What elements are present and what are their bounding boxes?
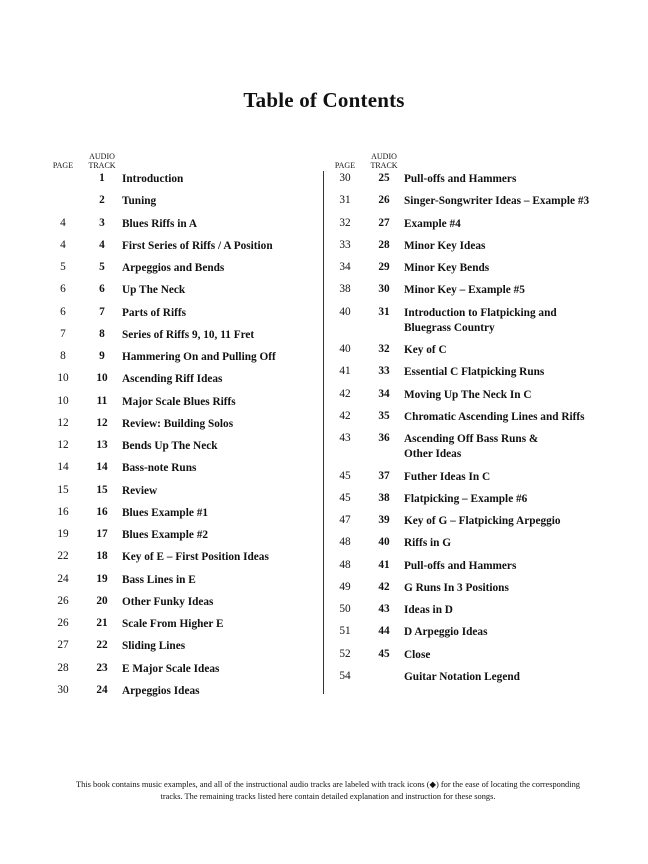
track-number: 17 xyxy=(96,528,108,540)
page-number: 32 xyxy=(339,216,351,229)
toc-entry xyxy=(330,534,620,556)
track-number: 13 xyxy=(96,439,108,451)
page-number: 10 xyxy=(57,394,69,407)
page-number: 10 xyxy=(57,372,69,385)
page-number: 22 xyxy=(57,550,69,563)
toc-entry xyxy=(330,579,620,601)
toc-entry xyxy=(48,437,316,459)
track-number: 19 xyxy=(96,572,108,585)
toc-entry xyxy=(330,557,620,579)
track-number: 37 xyxy=(378,469,390,482)
toc-entry xyxy=(48,504,316,526)
entry-title: Major Scale Blues Riffs xyxy=(122,395,236,408)
page-number: 12 xyxy=(57,439,69,451)
page-number: 6 xyxy=(60,283,66,296)
track-number: 27 xyxy=(378,216,390,229)
entry-title: Tuning xyxy=(122,195,157,208)
track-number: 2 xyxy=(99,194,105,207)
page-number: 6 xyxy=(60,305,66,318)
entry-title: Arpeggios and Bends xyxy=(122,262,225,274)
toc-entry xyxy=(330,170,620,192)
entry-title: Sliding Lines xyxy=(122,640,186,653)
entry-title: Futher Ideas In C xyxy=(404,470,491,483)
entry-title: Review: Building Solos xyxy=(122,417,234,430)
toc-entry xyxy=(330,281,620,303)
page-number: 48 xyxy=(339,558,351,571)
audio-track-header: AUDIO TRACK xyxy=(370,152,398,170)
page-number: 24 xyxy=(57,572,69,585)
track-number: 22 xyxy=(96,639,108,652)
toc-entry xyxy=(48,370,316,392)
track-number: 45 xyxy=(378,647,390,660)
page-number: 8 xyxy=(60,350,66,362)
toc-entry xyxy=(48,682,316,704)
page-number: 12 xyxy=(57,416,69,429)
entry-title: Review xyxy=(122,484,158,497)
toc-entry xyxy=(48,571,316,593)
entry-title: Ascending Off Bass Runs & Other Ideas xyxy=(404,433,539,460)
entry-title: Key of G – Flatpicking Arpeggio xyxy=(404,515,561,527)
entry-title: Series of Riffs 9, 10, 11 Fret xyxy=(122,328,255,341)
track-number: 10 xyxy=(96,372,108,385)
page-number: 26 xyxy=(57,617,69,629)
track-number: 29 xyxy=(378,261,390,273)
entry-title: Chromatic Ascending Lines and Riffs xyxy=(404,410,585,423)
track-number: 44 xyxy=(378,625,390,638)
track-number: 23 xyxy=(96,661,108,674)
entry-title: Introduction to Flatpicking and Bluegrass Country xyxy=(404,306,557,334)
track-number: 15 xyxy=(96,483,108,496)
entry-title: Parts of Riffs xyxy=(122,306,186,319)
toc-entry xyxy=(330,430,620,468)
entry-title: Blues Example #2 xyxy=(122,529,208,541)
track-number: 39 xyxy=(378,514,390,526)
toc-left-column xyxy=(48,140,316,704)
entry-title: Arpeggios Ideas xyxy=(122,684,200,697)
track-number: 30 xyxy=(378,283,390,296)
entry-title: E Major Scale Ideas xyxy=(122,662,220,675)
entry-title: Minor Key – Example #5 xyxy=(404,284,525,297)
entry-title: Guitar Notation Legend xyxy=(404,670,520,683)
entry-title: Ascending Riff Ideas xyxy=(122,373,223,386)
toc-list xyxy=(330,170,620,690)
entry-title: Bends Up The Neck xyxy=(122,440,218,452)
toc-entry xyxy=(330,341,620,363)
page-number: 50 xyxy=(339,603,351,615)
toc-entry xyxy=(48,615,316,637)
toc-entry xyxy=(48,393,316,415)
entry-title: Flatpicking – Example #6 xyxy=(404,492,528,505)
track-number: 41 xyxy=(378,558,390,571)
page-number: 42 xyxy=(339,387,351,400)
toc-entry xyxy=(330,623,620,645)
track-number: 20 xyxy=(96,594,108,607)
track-number: 16 xyxy=(96,505,108,518)
entry-title: Other Funky Ideas xyxy=(122,595,214,608)
page-number: 40 xyxy=(339,305,351,318)
toc-entry xyxy=(330,237,620,259)
toc-entry xyxy=(330,408,620,430)
track-number: 24 xyxy=(96,683,108,696)
page-header: PAGE xyxy=(52,161,74,170)
entry-title: Blues Example #1 xyxy=(122,506,208,519)
toc-entry xyxy=(48,348,316,370)
entry-title: First Series of Riffs / A Position xyxy=(122,239,273,252)
toc-entry xyxy=(48,326,316,348)
entry-title: Pull-offs and Hammers xyxy=(404,173,517,185)
track-number: 25 xyxy=(378,172,390,184)
track-number: 3 xyxy=(99,216,105,229)
toc-entry xyxy=(330,304,620,342)
toc-entry xyxy=(48,281,316,303)
entry-title: D Arpeggio Ideas xyxy=(404,626,488,639)
page-number: 30 xyxy=(339,172,351,184)
toc-entry xyxy=(48,259,316,281)
entry-title: Moving Up The Neck In C xyxy=(404,388,532,401)
toc-entry xyxy=(330,215,620,237)
column-header xyxy=(48,140,316,170)
track-number: 21 xyxy=(96,617,108,629)
track-number: 40 xyxy=(378,536,390,549)
track-number: 1 xyxy=(99,172,105,184)
column-header xyxy=(330,140,620,170)
page-number: 28 xyxy=(57,661,69,674)
toc-entry xyxy=(330,468,620,490)
page-number: 26 xyxy=(57,594,69,607)
footnote: This book contains music examples, and all of the instructional audio tracks are labeled with track icons (◆) for the ease of locating the corresponding tracks. The remaining tracks listed here contain detailed explanation and instruction for these songs. xyxy=(76,780,580,801)
toc-entry xyxy=(48,526,316,548)
toc-entry xyxy=(330,512,620,534)
page-number: 51 xyxy=(339,625,351,638)
audio-track-header: AUDIO TRACK xyxy=(88,152,116,170)
toc-entry xyxy=(48,415,316,437)
entry-title: Blues Riffs in A xyxy=(122,217,198,230)
toc-entry xyxy=(330,668,620,690)
entry-title: Close xyxy=(404,648,431,661)
toc-entry xyxy=(48,170,316,192)
page-number: 16 xyxy=(57,505,69,518)
entry-title: Bass Lines in E xyxy=(122,573,196,586)
page-number: 47 xyxy=(339,514,351,526)
page-number: 27 xyxy=(57,639,69,652)
toc-entry xyxy=(48,593,316,615)
track-number: 12 xyxy=(96,416,108,429)
entry-title: Introduction xyxy=(122,173,184,185)
toc-entry xyxy=(330,259,620,281)
page-number: 14 xyxy=(57,461,69,474)
toc-entry xyxy=(48,192,316,214)
track-number: 7 xyxy=(99,305,105,318)
entry-title: Minor Key Bends xyxy=(404,262,490,274)
toc-entry xyxy=(48,459,316,481)
track-number: 35 xyxy=(378,409,390,422)
page-number: 48 xyxy=(339,536,351,549)
entry-title: Key of C xyxy=(404,344,447,356)
toc-entry xyxy=(330,363,620,385)
track-number: 38 xyxy=(378,491,390,504)
page-number: 42 xyxy=(339,409,351,422)
toc-right-column xyxy=(330,140,620,690)
page-header: PAGE xyxy=(334,161,356,170)
page-number: 15 xyxy=(57,483,69,496)
track-number: 43 xyxy=(378,603,390,615)
track-number: 32 xyxy=(378,343,390,355)
track-number: 34 xyxy=(378,387,390,400)
entry-title: Ideas in D xyxy=(404,604,453,616)
toc-entry xyxy=(48,237,316,259)
track-number: 5 xyxy=(99,261,105,273)
track-number: 14 xyxy=(96,461,108,474)
entry-title: Pull-offs and Hammers xyxy=(404,559,517,572)
toc-entry xyxy=(48,304,316,326)
entry-title: Minor Key Ideas xyxy=(404,239,486,252)
track-number: 6 xyxy=(99,283,105,296)
page-number: 40 xyxy=(339,343,351,355)
entry-title: Essential C Flatpicking Runs xyxy=(404,366,545,379)
page-number: 45 xyxy=(339,469,351,482)
track-number: 4 xyxy=(99,238,105,251)
track-number: 28 xyxy=(378,238,390,251)
track-number: 18 xyxy=(96,550,108,563)
column-divider xyxy=(323,171,324,694)
page-title: Table of Contents xyxy=(243,88,405,112)
track-number: 36 xyxy=(378,432,390,444)
page-number: 19 xyxy=(57,528,69,540)
toc-entry xyxy=(330,490,620,512)
entry-title: G Runs In 3 Positions xyxy=(404,581,509,594)
page-number: 52 xyxy=(339,647,351,660)
track-number: 26 xyxy=(378,194,390,207)
toc-entry xyxy=(48,637,316,659)
page-number: 5 xyxy=(60,261,66,273)
page-number: 4 xyxy=(60,238,66,251)
page-number: 45 xyxy=(339,491,351,504)
page-number: 34 xyxy=(339,261,351,273)
entry-title: Example #4 xyxy=(404,217,461,230)
track-number: 8 xyxy=(99,327,105,340)
track-number: 11 xyxy=(96,394,108,407)
toc-entry xyxy=(48,548,316,570)
page-number: 4 xyxy=(60,216,66,229)
page-number: 54 xyxy=(339,669,351,682)
toc-entry xyxy=(330,386,620,408)
page-number: 30 xyxy=(57,683,69,696)
track-number: 31 xyxy=(378,305,390,318)
page-number: 43 xyxy=(339,432,351,444)
track-number: 9 xyxy=(99,350,105,362)
toc-entry xyxy=(330,646,620,668)
track-number: 42 xyxy=(378,580,390,593)
toc-entry xyxy=(48,482,316,504)
page-number: 33 xyxy=(339,238,351,251)
entry-title: Riffs in G xyxy=(404,537,452,550)
page-number: 7 xyxy=(60,327,66,340)
toc-entry xyxy=(330,192,620,214)
entry-title: Up The Neck xyxy=(122,284,186,297)
track-number: 33 xyxy=(378,365,390,378)
entry-title: Bass-note Runs xyxy=(122,462,197,475)
toc-entry xyxy=(48,215,316,237)
entry-title: Hammering On and Pulling Off xyxy=(122,351,276,363)
toc-list xyxy=(48,170,316,704)
page-number: 38 xyxy=(339,283,351,296)
toc-entry xyxy=(330,601,620,623)
entry-title: Key of E – First Position Ideas xyxy=(122,551,269,564)
page-number: 31 xyxy=(339,194,351,207)
page-number: 41 xyxy=(339,365,351,378)
entry-title: Singer-Songwriter Ideas – Example #3 xyxy=(404,195,590,208)
toc-entry xyxy=(48,660,316,682)
page-number: 49 xyxy=(339,580,351,593)
entry-title: Scale From Higher E xyxy=(122,618,224,630)
